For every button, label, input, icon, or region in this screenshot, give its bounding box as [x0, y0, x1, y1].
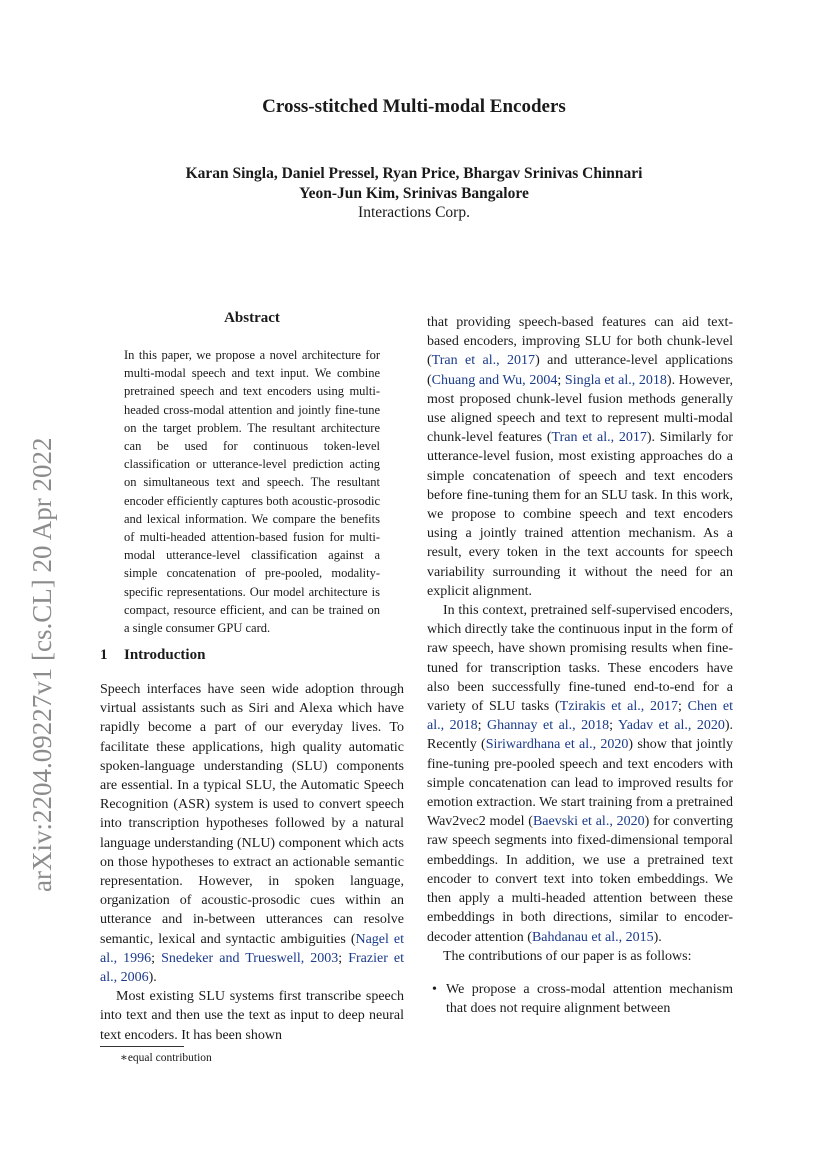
intro-paragraph-2: Most existing SLU systems first transcribe speech into text and then use the text as input to deep neural text encoders. It has been shown — [100, 989, 404, 1043]
left-column-body — [100, 680, 404, 1045]
list-item: • We propose a cross-modal attention mechanism that does not require alignment between — [432, 981, 733, 1017]
citation-link[interactable]: Nagel et al., 1996 — [100, 931, 405, 966]
author-list — [0, 164, 828, 204]
section-heading-introduction — [100, 647, 205, 664]
arxiv-stamp: arXiv:2204.09227v1 [cs.CL] 20 Apr 2022 — [27, 437, 57, 892]
contributions-intro: The contributions of our paper is as follows: — [443, 948, 692, 964]
citation-link[interactable]: Chen et al., 2018 — [427, 699, 734, 734]
citation-link[interactable]: Frazier et al., 2006 — [100, 950, 405, 986]
footnote-divider — [100, 1046, 184, 1047]
abstract-body — [124, 346, 380, 637]
citation-link[interactable]: Tzirakis et al., 2017 — [559, 699, 678, 715]
right-paragraph-2: In this context, pretrained self-supervised encoders, which directly take the continuous input in the form of raw speech, have shown promising results when fine-tuned for transcription tasks. These encoders have also been successfully fine-tuned end-to-end for a variety of SLU tasks (Tzirakis et al., 2017; Chen et al., 2018; Ghannay et al., 2018; Yadav et al., 2020). Recently (Siriwardhana et al., 2020) show that jointly fine-tuning pre-pooled speech and text encoders with simple concatenation can lead to improved results for emotion extraction. We start training from a pretrained Wav2vec2 model (Baevski et al., 2020) for converting raw speech segments into fixed-dimensional temporal embeddings. In addition, we use a pretrained text encoder to convert text into token embeddings. We then apply a multi-headed attention between these embeddings in both directions, similar to encoder-decoder attention (Bahdanau et al., 2015). — [427, 603, 734, 945]
citation-link[interactable]: Tran et al., 2017 — [431, 353, 536, 369]
citation-link[interactable]: Chuang and Wu, 2004 — [431, 372, 558, 388]
paper-title: Cross-stitched Multi-modal Encoders — [262, 96, 566, 117]
authors-line-2: Yeon-Jun Kim, Srinivas Bangalore — [299, 185, 529, 202]
intro-paragraph-1: Speech interfaces have seen wide adoption through virtual assistants such as Siri and Alexa which have rapidly become a part of our everyday lives. To facilitate these applications, high quality automatic spoken-language understanding (SLU) components are essential. In a typical SLU, the Automatic Speech Recognition (ASR) system is used to convert speech into transcription hypotheses followed by a natural language understanding (NLU) component which acts on those hypotheses to extract an actionable semantic representation. However, in spoken language, organization of acoustic-prosodic cues within an utterance and in-between utterances can resolve semantic, lexical and syntactic ambiguities (Nagel et al., 1996; Snedeker and Trueswell, 2003; Frazier et al., 2006). — [100, 682, 405, 986]
abstract-heading: Abstract — [224, 310, 280, 326]
citation-link[interactable]: Baevski et al., 2020 — [532, 814, 645, 830]
section-title: Introduction — [124, 647, 206, 663]
citation-link[interactable]: Singla et al., 2018 — [564, 372, 667, 388]
contributions-list — [427, 980, 733, 1018]
citation-link[interactable]: Bahdanau et al., 2015 — [531, 929, 654, 945]
abstract-text: In this paper, we propose a novel architecture for multi-modal speech and text input. We combine pretrained speech and text encoders using multi-headed cross-modal attention and jointly fine-tune on the target problem. The resultant architecture can be used for continuous token-level classification or utterance-level prediction acting on simultaneous text and speech. The resultant encoder efficiently captures both acoustic-prosodic and lexical information. We compare the benefits of multi-headed attention-based fusion for multi-modal utterance-level classification against a simple concatenation of pre-pooled, modality-specific representations. Our model architecture is compact, resource efficient, and can be trained on a single consumer GPU card. — [124, 348, 380, 636]
citation-link[interactable]: Siriwardhana et al., 2020 — [485, 737, 629, 753]
right-paragraph-1: that providing speech-based features can aid text-based encoders, improving SLU for both chunk-level (Tran et al., 2017) and utterance-level applications (Chuang and Wu, 2004; Singla et al., 2018). However, most proposed chunk-level fusion methods generally use aligned speech and text to represent multi-modal chunk-level features (Tran et al., 2017). Similarly for utterance-level fusion, most existing approaches do a simple concatenation of speech and text encoders before fine-tuning them for an SLU task. In this work, we propose to combine speech and text encoders using a jointly trained attention mechanism. As a result, every token in the text accounts for speech variability surrounding it without the need for an explicit alignment. — [427, 315, 733, 599]
section-number: 1 — [100, 647, 108, 663]
citation-link[interactable]: Yadav et al., 2020 — [618, 718, 725, 734]
bullet-icon: • — [432, 981, 437, 997]
citation-link[interactable]: Snedeker and Trueswell, 2003 — [161, 950, 339, 966]
footnote: ∗equal contribution — [120, 1052, 212, 1064]
right-column-body — [427, 313, 733, 1018]
citation-link[interactable]: Tran et al., 2017 — [551, 430, 647, 446]
citation-link[interactable]: Ghannay et al., 2018 — [486, 718, 610, 734]
affiliation: Interactions Corp. — [358, 204, 470, 221]
authors-line-1: Karan Singla, Daniel Pressel, Ryan Price, Bhargav Srinivas Chinnari — [185, 165, 643, 182]
